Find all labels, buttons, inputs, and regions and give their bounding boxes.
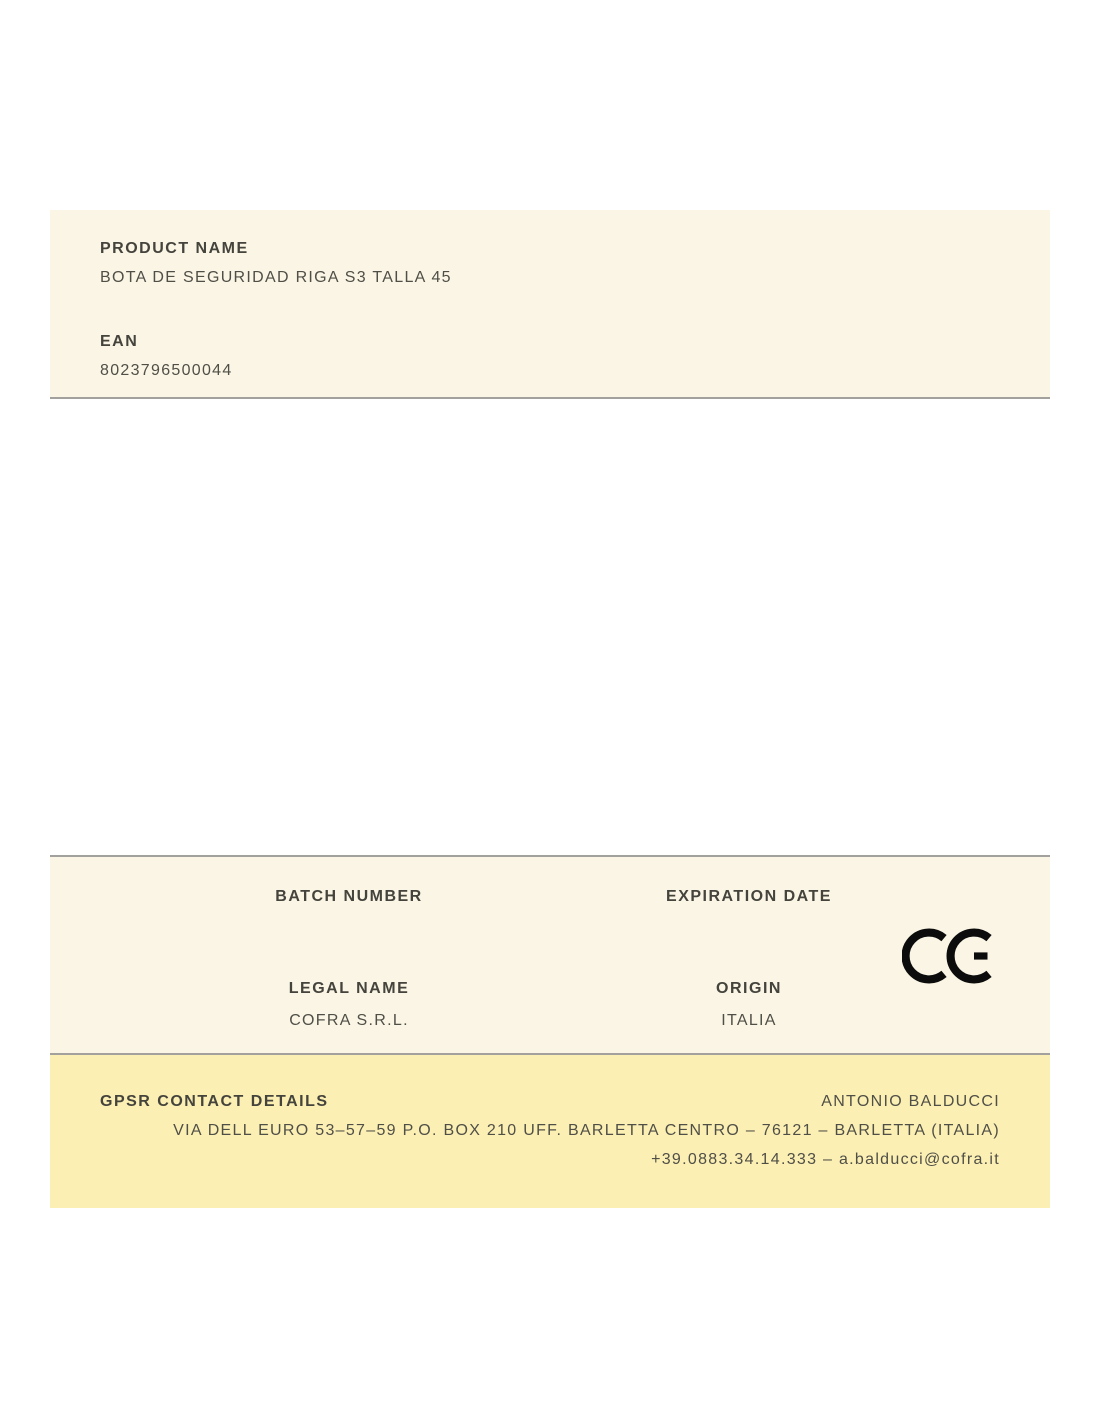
origin-label: ORIGIN [716,980,782,997]
gpsr-contact-name: ANTONIO BALDUCCI [821,1093,1000,1110]
product-name-label: PRODUCT NAME [100,240,249,257]
legal-name-value: COFRA S.R.L. [289,1012,409,1029]
product-name-value: BOTA DE SEGURIDAD RIGA S3 TALLA 45 [100,269,452,286]
gpsr-contact-phone-email: +39.0883.34.14.333 – a.balducci@cofra.it [651,1151,1000,1168]
product-info-panel [50,210,1050,399]
ean-value: 8023796500044 [100,362,233,379]
gpsr-contact-title: GPSR CONTACT DETAILS [100,1093,329,1110]
gpsr-contact-panel [50,1055,1050,1208]
ean-label: EAN [100,333,139,350]
batch-info-panel [50,855,1050,1055]
batch-number-label: BATCH NUMBER [275,888,423,905]
gpsr-contact-address: VIA DELL EURO 53–57–59 P.O. BOX 210 UFF. BARLETTA CENTRO – 76121 – BARLETTA (ITALIA) [173,1122,1000,1139]
legal-name-label: LEGAL NAME [288,980,410,997]
origin-value: ITALIA [721,1012,777,1029]
ce-mark-icon [902,923,992,989]
expiration-date-label: EXPIRATION DATE [666,888,832,905]
